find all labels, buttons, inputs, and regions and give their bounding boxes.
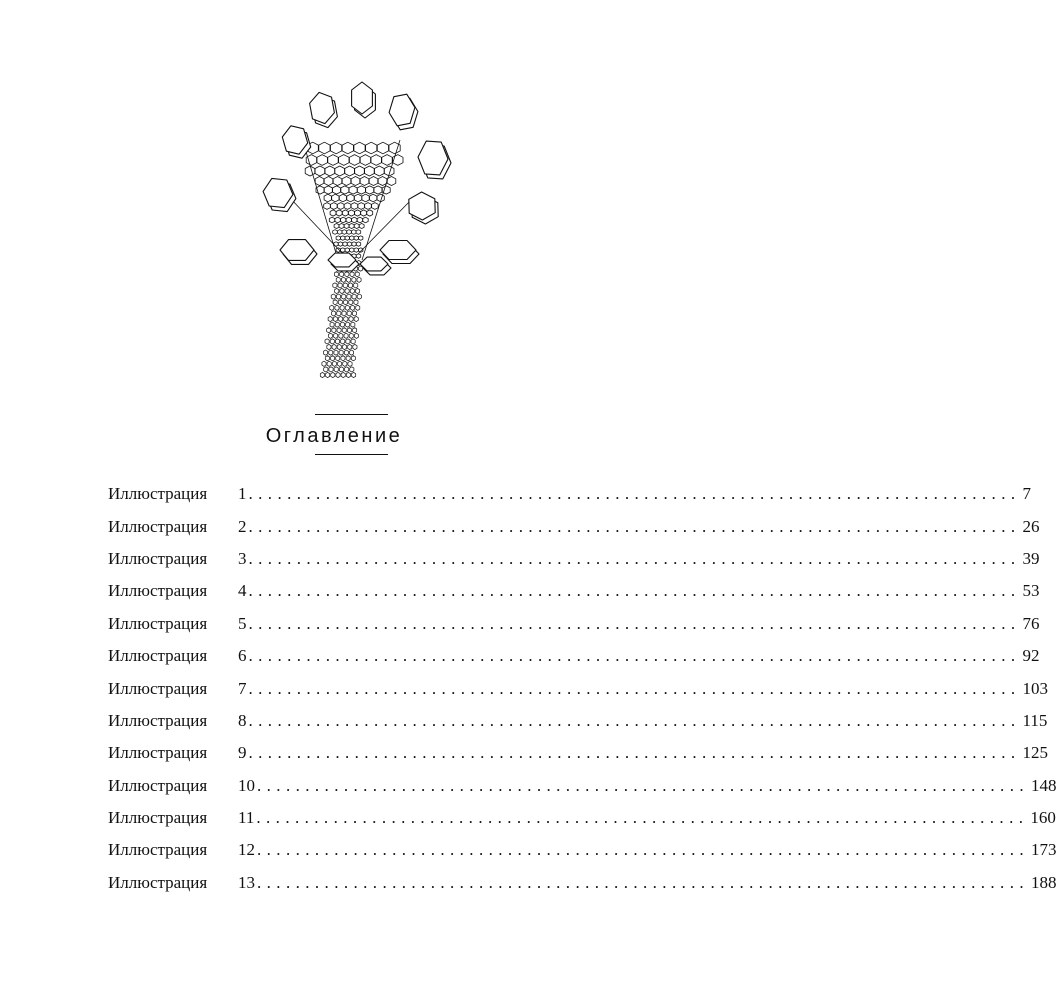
entry-number: 6 <box>238 646 247 666</box>
entry-page-number: 148 <box>1031 775 1057 795</box>
entry-page-number: 173 <box>1031 840 1057 860</box>
entry-name: Иллюстрация <box>108 581 208 601</box>
entry-number: 13 <box>238 872 255 892</box>
dot-leader: ................................................................................ <box>248 743 1021 763</box>
entry-number: 3 <box>238 548 247 568</box>
toc-entry[interactable] <box>108 543 1040 575</box>
page-title: Оглавление <box>265 425 403 447</box>
dot-leader: ................................................................................ <box>248 581 1021 601</box>
toc-entry[interactable] <box>108 608 1040 640</box>
toc-entry[interactable] <box>108 737 1048 769</box>
toc-entry[interactable] <box>108 478 1031 510</box>
entry-number: 2 <box>238 516 247 536</box>
toc-entry[interactable] <box>108 802 1056 834</box>
entry-number: 9 <box>238 743 247 763</box>
toc-entry[interactable] <box>108 834 1057 866</box>
entry-number: 11 <box>238 808 255 828</box>
dot-leader: ................................................................................ <box>257 775 1029 795</box>
dot-leader: ................................................................................ <box>248 646 1021 666</box>
toc-entry[interactable] <box>108 705 1048 737</box>
dot-leader: ................................................................................ <box>248 484 1021 504</box>
table-of-contents <box>108 478 1057 899</box>
entry-page-number: 7 <box>1022 484 1031 504</box>
entry-number: 5 <box>238 613 247 633</box>
entry-name: Иллюстрация <box>108 516 208 536</box>
entry-name: Иллюстрация <box>108 840 208 860</box>
dot-leader: ................................................................................ <box>248 516 1021 536</box>
entry-page-number: 103 <box>1022 678 1048 698</box>
entry-page-number: 92 <box>1022 646 1040 666</box>
entry-name: Иллюстрация <box>108 484 208 504</box>
dot-leader: ................................................................................ <box>257 840 1029 860</box>
entry-page-number: 160 <box>1030 808 1056 828</box>
entry-name: Иллюстрация <box>108 613 208 633</box>
entry-page-number: 26 <box>1022 516 1040 536</box>
entry-number: 4 <box>238 581 247 601</box>
entry-page-number: 125 <box>1022 743 1048 763</box>
dot-leader: ................................................................................ <box>248 548 1021 568</box>
entry-page-number: 188 <box>1031 872 1057 892</box>
honeycomb-flower-illustration <box>250 78 460 383</box>
entry-name: Иллюстрация <box>108 743 208 763</box>
dot-leader: ................................................................................ <box>248 710 1021 730</box>
entry-number: 12 <box>238 840 255 860</box>
entry-page-number: 53 <box>1022 581 1040 601</box>
entry-name: Иллюстрация <box>108 646 208 666</box>
entry-number: 8 <box>238 710 247 730</box>
flower-petals <box>263 82 451 275</box>
entry-number: 1 <box>238 484 247 504</box>
entry-name: Иллюстрация <box>108 548 208 568</box>
flower-stem <box>320 260 362 377</box>
entry-page-number: 39 <box>1022 548 1040 568</box>
title-rule-bottom <box>315 454 388 455</box>
toc-entry[interactable] <box>108 575 1040 607</box>
entry-name: Иллюстрация <box>108 775 208 795</box>
entry-name: Иллюстрация <box>108 872 208 892</box>
toc-entry[interactable] <box>108 640 1040 672</box>
dot-leader: ................................................................................ <box>248 678 1021 698</box>
entry-page-number: 76 <box>1022 613 1040 633</box>
title-rule-top <box>315 414 388 415</box>
entry-number: 7 <box>238 678 247 698</box>
dot-leader: ................................................................................ <box>248 613 1021 633</box>
dot-leader: ................................................................................ <box>257 872 1029 892</box>
toc-entry[interactable] <box>108 770 1057 802</box>
entry-name: Иллюстрация <box>108 808 208 828</box>
dot-leader: ................................................................................ <box>256 808 1029 828</box>
toc-entry[interactable] <box>108 867 1057 899</box>
toc-entry[interactable] <box>108 510 1040 542</box>
entry-number: 10 <box>238 775 255 795</box>
entry-name: Иллюстрация <box>108 710 208 730</box>
entry-name: Иллюстрация <box>108 678 208 698</box>
entry-page-number: 115 <box>1022 710 1048 730</box>
toc-entry[interactable] <box>108 672 1048 704</box>
